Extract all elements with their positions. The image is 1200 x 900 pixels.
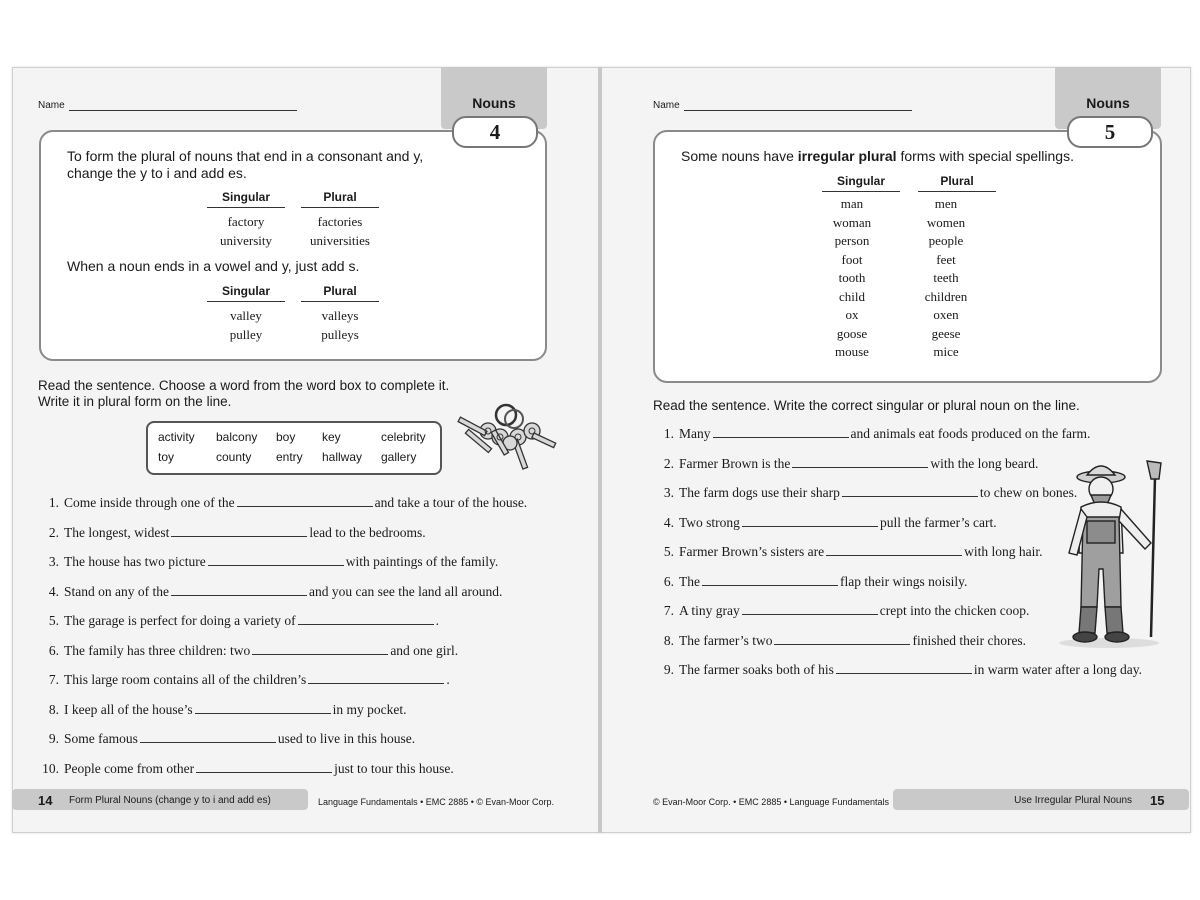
question-text-after: just to tour this house. [334, 760, 454, 776]
answer-blank[interactable] [826, 544, 962, 556]
answer-blank[interactable] [742, 515, 878, 527]
question-item [34, 554, 498, 570]
word-box-word: boy [276, 430, 296, 444]
table-cell: men [934, 196, 958, 211]
table-cell: child [839, 288, 865, 304]
table-cell: universities [310, 233, 370, 248]
question-text-after: and one girl. [390, 642, 459, 658]
question-text-before: The house has two picture [64, 554, 206, 569]
question-item [34, 702, 406, 718]
singular-header: Singular [822, 174, 900, 188]
word-box-word: hallway [322, 450, 363, 464]
question-text-after: in my pocket. [332, 701, 407, 717]
question-number: 2. [663, 455, 674, 471]
rule-text-end: forms with special spellings. [896, 148, 1074, 164]
answer-blank[interactable] [702, 574, 838, 586]
table-cell: person [834, 233, 870, 248]
rule-box [39, 130, 547, 361]
question-text-before: The family has three children: two [64, 642, 251, 658]
table-cell: mouse [835, 344, 869, 359]
question-item [653, 633, 1026, 649]
question-number: 1. [663, 426, 674, 441]
question-text-before: Some famous [64, 731, 138, 746]
word-box-word: gallery [381, 450, 417, 464]
table-cell: goose [836, 325, 868, 341]
word-box [146, 421, 442, 475]
question-text-before: The garage is perfect for doing a variety of [64, 613, 296, 628]
footer-credit: Language Fundamentals • EMC 2885 • © Evan-Moor Corp. [318, 797, 555, 807]
answer-blank[interactable] [171, 584, 307, 596]
answer-blank[interactable] [836, 662, 972, 674]
word-box-word: balcony [216, 430, 258, 444]
question-item [34, 525, 426, 541]
instructions-line-2: Write it in plural form on the line. [38, 394, 232, 409]
singular-header: Singular [207, 190, 285, 204]
name-field [653, 100, 912, 111]
answer-blank[interactable] [308, 672, 444, 684]
question-item [653, 515, 997, 531]
table-cell: valleys [321, 308, 359, 323]
table-cell: children [924, 288, 968, 304]
question-number: 8. [48, 701, 59, 717]
question-text-after: finished their chores. [912, 632, 1027, 648]
question-number: 10. [42, 760, 59, 776]
plural-header: Plural [301, 284, 379, 298]
answer-blank[interactable] [140, 731, 276, 743]
page-number: 14 [38, 793, 53, 808]
footer-credit: © Evan-Moor Corp. • EMC 2885 • Language Fundamentals [653, 797, 890, 807]
question-item [34, 495, 527, 511]
word-box-word: entry [276, 450, 303, 464]
rule-text [67, 148, 423, 182]
rule-line-1: To form the plural of nouns that end in a consonant and y, [67, 148, 424, 164]
answer-blank[interactable] [792, 456, 928, 468]
question-item [653, 574, 967, 590]
question-number: 7. [663, 603, 674, 618]
rule-text [681, 148, 1074, 165]
question-text-after: crept into the chicken coop. [879, 603, 1030, 618]
word-box-word: key [322, 430, 341, 444]
question-number: 7. [48, 672, 59, 687]
answer-blank[interactable] [774, 633, 910, 645]
section-tab-label: Nouns [1086, 95, 1130, 111]
question-number: 4. [48, 583, 59, 599]
footer-topic: Form Plural Nouns (change y to i and add es) [69, 795, 271, 806]
table-cell: woman [832, 214, 872, 230]
table-cell: valley [230, 308, 262, 323]
question-item [34, 584, 502, 600]
question-text-before: The longest, widest [64, 524, 170, 540]
name-label: Name [653, 100, 680, 111]
question-item [34, 613, 439, 629]
question-text-after: and you can see the land all around. [308, 583, 503, 599]
answer-blank[interactable] [842, 485, 978, 497]
instructions-line-1: Read the sentence. Choose a word from the word box to complete it. [38, 378, 450, 393]
question-text-after: and take a tour of the house. [374, 495, 528, 510]
name-label: Name [38, 100, 65, 111]
answer-blank[interactable] [252, 643, 388, 655]
right-page [602, 67, 1189, 831]
keys-illustration [448, 401, 560, 475]
word-box-word: county [216, 450, 252, 464]
word-box-word: celebrity [381, 430, 426, 444]
question-number: 9. [48, 731, 59, 746]
question-text-before: The farmer soaks both of his [679, 662, 834, 677]
name-line [69, 100, 297, 111]
question-item [653, 485, 1077, 501]
question-text-after: to chew on bones. [979, 485, 1078, 500]
question-item [34, 761, 454, 777]
answer-blank[interactable] [713, 426, 849, 438]
rule-box [653, 130, 1162, 383]
question-text-after: lead to the bedrooms. [309, 524, 426, 540]
question-item [653, 544, 1042, 560]
rule-line-2: change the y to i and add es. [67, 165, 247, 181]
question-item [34, 731, 415, 747]
question-number: 2. [48, 524, 59, 540]
plural-header: Plural [918, 174, 996, 188]
table-cell: geese [931, 325, 961, 341]
question-item [653, 426, 1090, 442]
answer-blank[interactable] [208, 554, 344, 566]
question-text-before: Stand on any of the [64, 583, 169, 599]
question-number: 6. [663, 573, 674, 589]
question-number: 9. [663, 662, 674, 677]
question-number: 6. [48, 642, 59, 658]
table-cell: oxen [933, 307, 959, 322]
lesson-number: 5 [1067, 116, 1153, 148]
question-number: 3. [663, 485, 674, 500]
section-tab-label: Nouns [472, 95, 516, 111]
plural-header: Plural [301, 190, 379, 204]
question-number: 3. [48, 554, 59, 569]
question-text-before: A tiny gray [679, 603, 740, 618]
question-text-before: The farm dogs use their sharp [679, 485, 840, 500]
question-text-after: . [435, 613, 440, 628]
table-cell: teeth [933, 270, 959, 285]
rule-line-3: When a noun ends in a vowel and y, just add s. [67, 258, 360, 274]
answer-blank[interactable] [196, 761, 332, 773]
rule-text-start: Some nouns have [681, 148, 798, 164]
question-text-before: Come inside through one of the [64, 495, 235, 510]
question-number: 5. [48, 613, 59, 628]
question-text-after: pull the farmer’s cart. [879, 514, 997, 530]
question-text-after: used to live in this house. [277, 731, 416, 746]
answer-blank[interactable] [195, 702, 331, 714]
question-item [653, 603, 1029, 619]
instructions [38, 378, 449, 410]
question-number: 4. [663, 514, 674, 530]
word-box-word: activity [158, 430, 195, 444]
question-text-after: flap their wings noisily. [840, 573, 968, 589]
question-number: 5. [663, 544, 674, 559]
word-box-word: toy [158, 450, 175, 464]
question-text-after: with the long beard. [930, 455, 1039, 471]
rule-text-bold: irregular plural [797, 148, 897, 164]
answer-blank[interactable] [171, 525, 307, 537]
question-text-before: This large room contains all of the children’s [64, 672, 307, 687]
question-text-before: The farmer’s two [679, 632, 773, 648]
question-item [34, 672, 450, 688]
question-text-after: and animals eat foods produced on the farm. [850, 426, 1091, 441]
question-text-before: Farmer Brown is the [679, 455, 791, 471]
question-number: 8. [663, 632, 674, 648]
farmer-illustration [1057, 457, 1167, 651]
table-cell: mice [933, 344, 959, 359]
question-text-after: in warm water after a long day. [973, 662, 1143, 677]
question-number: 1. [48, 495, 59, 510]
table-cell: women [926, 214, 966, 230]
instructions: Read the sentence. Write the correct singular or plural noun on the line. [653, 398, 1080, 413]
question-text-before: The [679, 573, 700, 589]
question-text-after: with long hair. [964, 544, 1043, 559]
table-cell: feet [936, 251, 956, 267]
question-text-after: . [446, 672, 450, 687]
question-text-after: with paintings of the family. [345, 554, 499, 569]
name-field [38, 100, 297, 111]
table-cell: man [840, 196, 864, 211]
question-text-before: Two strong [679, 514, 740, 530]
question-item [653, 662, 1142, 678]
lesson-number: 4 [452, 116, 538, 148]
footer-topic: Use Irregular Plural Nouns [1014, 795, 1132, 806]
question-text-before: Farmer Brown’s sisters are [679, 544, 825, 559]
table-cell: foot [841, 251, 863, 267]
question-text-before: Many [679, 426, 711, 441]
answer-blank[interactable] [237, 495, 373, 507]
table-cell: people [928, 233, 964, 248]
question-text-before: People come from other [64, 760, 195, 776]
answer-blank[interactable] [742, 603, 878, 615]
singular-header: Singular [207, 284, 285, 298]
table-cell: ox [845, 307, 859, 322]
table-cell: factories [317, 214, 363, 229]
question-text-before: I keep all of the house’s [64, 701, 193, 717]
table-cell: university [220, 233, 272, 248]
name-line [684, 100, 912, 111]
page-number: 15 [1150, 793, 1165, 808]
table-cell: pulleys [321, 327, 359, 342]
table-cell: pulley [229, 327, 263, 342]
left-page [12, 67, 598, 831]
table-cell: tooth [838, 270, 866, 285]
question-item [653, 456, 1038, 472]
table-cell: factory [227, 214, 265, 229]
answer-blank[interactable] [298, 613, 434, 625]
question-item [34, 643, 458, 659]
